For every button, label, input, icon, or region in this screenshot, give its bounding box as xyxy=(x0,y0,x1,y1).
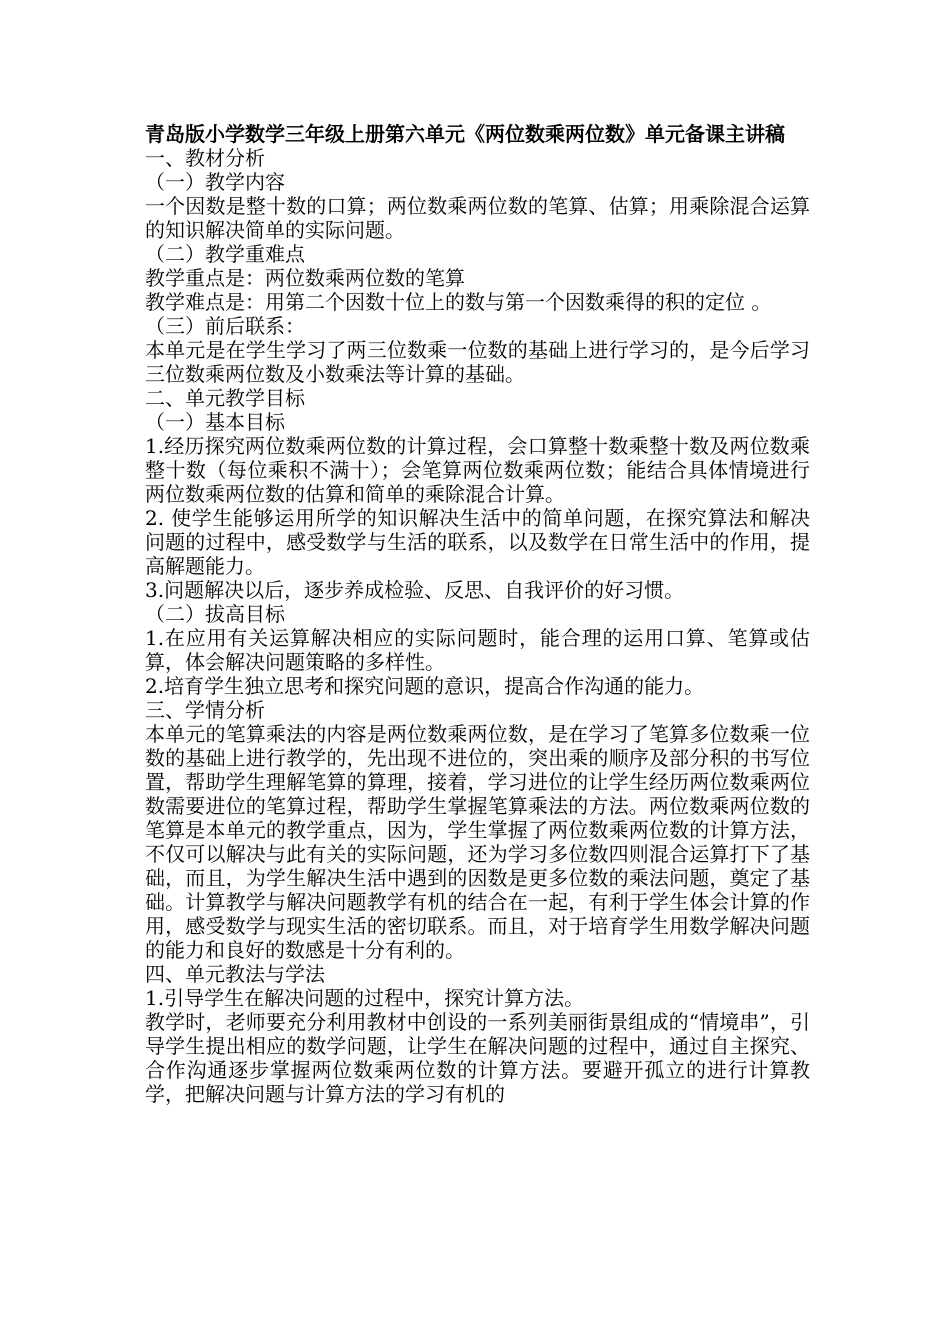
paragraph-teaching-content: 一个因数是整十数的口算；两位数乘两位数的笔算、估算；用乘除混合运算的知识解决简单的实际问题。 xyxy=(145,194,810,242)
paragraph-difficult-point: 教学难点是：用第二个因数十位上的数与第一个因数乘得的积的定位 。 xyxy=(145,290,772,314)
paragraph-basic-goal-1: 1.经历探究两位数乘两位数的计算过程，会口算整十数乘整十数及两位数乘整十数（每位乘积不满十）；会笔算两位数乘两位数；能结合具体情境进行两位数乘两位数的估算和简单的乘除混合计算。 xyxy=(145,434,810,506)
paragraph-learner-analysis: 本单元的笔算乘法的内容是两位数乘两位数，是在学习了笔算多位数乘一位数的基础上进行教学的，先出现不进位的，突出乘的顺序及部分积的书写位置，帮助学生理解笔算的算理，接着，学习进位的让学生经历两位数乘两位数需要进位的笔算过程，帮助学生掌握笔算乘法的方法。两位数乘两位数的笔算是本单元的教学重点，因为，学生掌握了两位数乘两位数的计算方法，不仅可以解决与此有关的实际问题，还为学习多位数四则混合运算打下了基础，而且，为学生解决生活中遇到的因数是更多位数的乘法问题，奠定了基础。计算教学与解决问题教学有机的结合在一起，有利于学生体会计算的作用，感受数学与现实生活的密切联系。而且，对于培育学生用数学解决问题的能力和良好的数感是十分有利的。 xyxy=(145,722,810,962)
document-body xyxy=(145,122,810,1106)
section-heading-textbook-analysis: 一、教材分析 xyxy=(145,146,265,170)
section-heading-learner-analysis: 三、学情分析 xyxy=(145,698,265,722)
paragraph-advanced-goal-1: 1.在应用有关运算解决相应的实际问题时，能合理的运用口算、笔算或估算，体会解决问题策略的多样性。 xyxy=(145,626,810,674)
paragraph-key-point: 教学重点是：两位数乘两位数的笔算 xyxy=(145,266,465,290)
document-title: 青岛版小学数学三年级上册第六单元《两位数乘两位数》单元备课主讲稿 xyxy=(145,122,785,146)
subheading-teaching-content: （一）教学内容 xyxy=(145,170,285,194)
subheading-key-difficult-points: （二）教学重难点 xyxy=(145,242,305,266)
subheading-advanced-goals: （二）拔高目标 xyxy=(145,602,285,626)
paragraph-method-1-body: 教学时，老师要充分利用教材中创设的一系列美丽街景组成的“情境串”，引导学生提出相应的数学问题，让学生在解决问题的过程中，通过自主探究、合作沟通逐步掌握两位数乘两位数的计算方法。要避开孤立的进行计算教学，把解决问题与计算方法的学习有机的 xyxy=(145,1010,810,1106)
section-heading-unit-goals: 二、单元教学目标 xyxy=(145,386,305,410)
subheading-connections: （三）前后联系： xyxy=(145,314,305,338)
paragraph-basic-goal-2: 2. 使学生能够运用所学的知识解决生活中的简单问题，在探究算法和解决问题的过程中，感受数学与生活的联系，以及数学在日常生活中的作用，提高解题能力。 xyxy=(145,506,810,578)
paragraph-basic-goal-3: 3.问题解决以后，逐步养成检验、反思、自我评价的好习惯。 xyxy=(145,578,685,602)
paragraph-method-1-heading: 1.引导学生在解决问题的过程中，探究计算方法。 xyxy=(145,986,585,1010)
subheading-basic-goals: （一）基本目标 xyxy=(145,410,285,434)
paragraph-advanced-goal-2: 2.培育学生独立思考和探究问题的意识，提高合作沟通的能力。 xyxy=(145,674,705,698)
section-heading-methods: 四、单元教法与学法 xyxy=(145,962,325,986)
paragraph-connections: 本单元是在学生学习了两三位数乘一位数的基础上进行学习的，是今后学习三位数乘两位数及小数乘法等计算的基础。 xyxy=(145,338,810,386)
